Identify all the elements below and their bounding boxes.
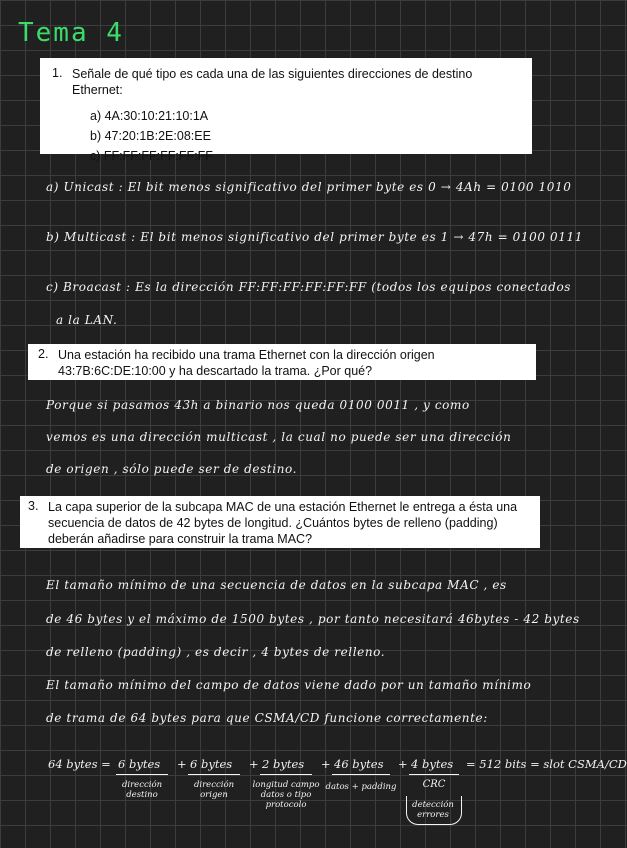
plus-sign: + [321, 757, 331, 771]
term-value: 4 bytes [411, 757, 454, 771]
answer3-line: de 46 bytes y el máximo de 1500 bytes , por tanto necesitará 46bytes - 42 bytes [46, 612, 580, 626]
term-label: CRC [422, 779, 446, 790]
term-value: 6 bytes [190, 757, 233, 771]
answer3-line: de relleno (padding) , es decir , 4 bytes de relleno. [46, 645, 386, 659]
answer2-line: vemos es una dirección multicast , la cual no puede ser una dirección [46, 430, 512, 444]
term-value: 2 bytes [262, 757, 305, 771]
question-text: Una estación ha recibido una trama Ethernet con la dirección origen 43:7B:6C:DE:10:00 y ha descartado la trama. ¿Por qué? [58, 348, 435, 378]
answer1-line: c) Broacast : Es la dirección FF:FF:FF:FF:FF:FF (todos los equipos conectados [46, 280, 572, 294]
answer1-line: a) Unicast : El bit menos significativo del primer byte es 0 → 4Ah = 0100 1010 [46, 180, 572, 194]
option-a: a) 4A:30:10:21:10:1A [90, 109, 209, 123]
term-label: longitud campo datos o tipo protocolo [252, 780, 320, 810]
question-text: Señale de qué tipo es cada una de las siguientes direcciones de destino Ethernet: [72, 67, 473, 97]
answer3-line: El tamaño mínimo del campo de datos viene dado por un tamaño mínimo [46, 678, 532, 692]
equation-result: = 512 bits = slot CSMA/CD [466, 757, 627, 771]
option-b: b) 47:20:1B:2E:08:EE [90, 129, 211, 143]
term-label: dirección origen [193, 780, 235, 800]
frame-size-equation [24, 752, 627, 842]
underbrace [332, 774, 390, 775]
term-value: 6 bytes [118, 757, 161, 771]
question-number: 3. [28, 499, 39, 513]
question-3-card [20, 496, 540, 548]
page-title: Tema 4 [18, 18, 124, 48]
underbrace [260, 774, 312, 775]
option-c: c) FF:FF:FF:FF:FF:FF [90, 149, 213, 163]
plus-sign: + [177, 757, 187, 771]
underbrace [116, 774, 168, 775]
answer1-line: a la LAN. [56, 313, 118, 327]
equation-lhs: 64 bytes = [48, 757, 111, 771]
question-2-card [28, 344, 536, 380]
answer1-line: b) Multicast : El bit menos significativo del primer byte es 1 → 47h = 0100 0111 [46, 230, 583, 244]
question-text: La capa superior de la subcapa MAC de una estación Ethernet le entrega a ésta una secuencia de datos de 42 bytes de longitud. ¿Cuántos bytes de relleno (padding) deberán añadirse para construir la trama MAC? [48, 500, 518, 546]
answer2-line: Porque si pasamos 43h a binario nos queda 0100 0011 , y como [46, 398, 470, 412]
answer2-line: de origen , sólo puede ser de destino. [46, 462, 298, 476]
term-value: 46 bytes [334, 757, 384, 771]
underbrace [188, 774, 240, 775]
question-1-card [40, 58, 532, 163]
question-number: 1. [52, 66, 63, 80]
plus-sign: + [249, 757, 259, 771]
term-label: dirección destino [121, 780, 163, 800]
plus-sign: + [398, 757, 408, 771]
underbrace [409, 774, 459, 775]
answer3-line: de trama de 64 bytes para que CSMA/CD funcione correctamente: [46, 711, 488, 725]
question-number: 2. [38, 347, 49, 361]
crc-note: detección errores [412, 800, 454, 820]
term-label: datos + padding [325, 782, 397, 792]
options-list [52, 109, 520, 163]
answer3-line: El tamaño mínimo de una secuencia de datos en la subcapa MAC , es [46, 578, 507, 592]
